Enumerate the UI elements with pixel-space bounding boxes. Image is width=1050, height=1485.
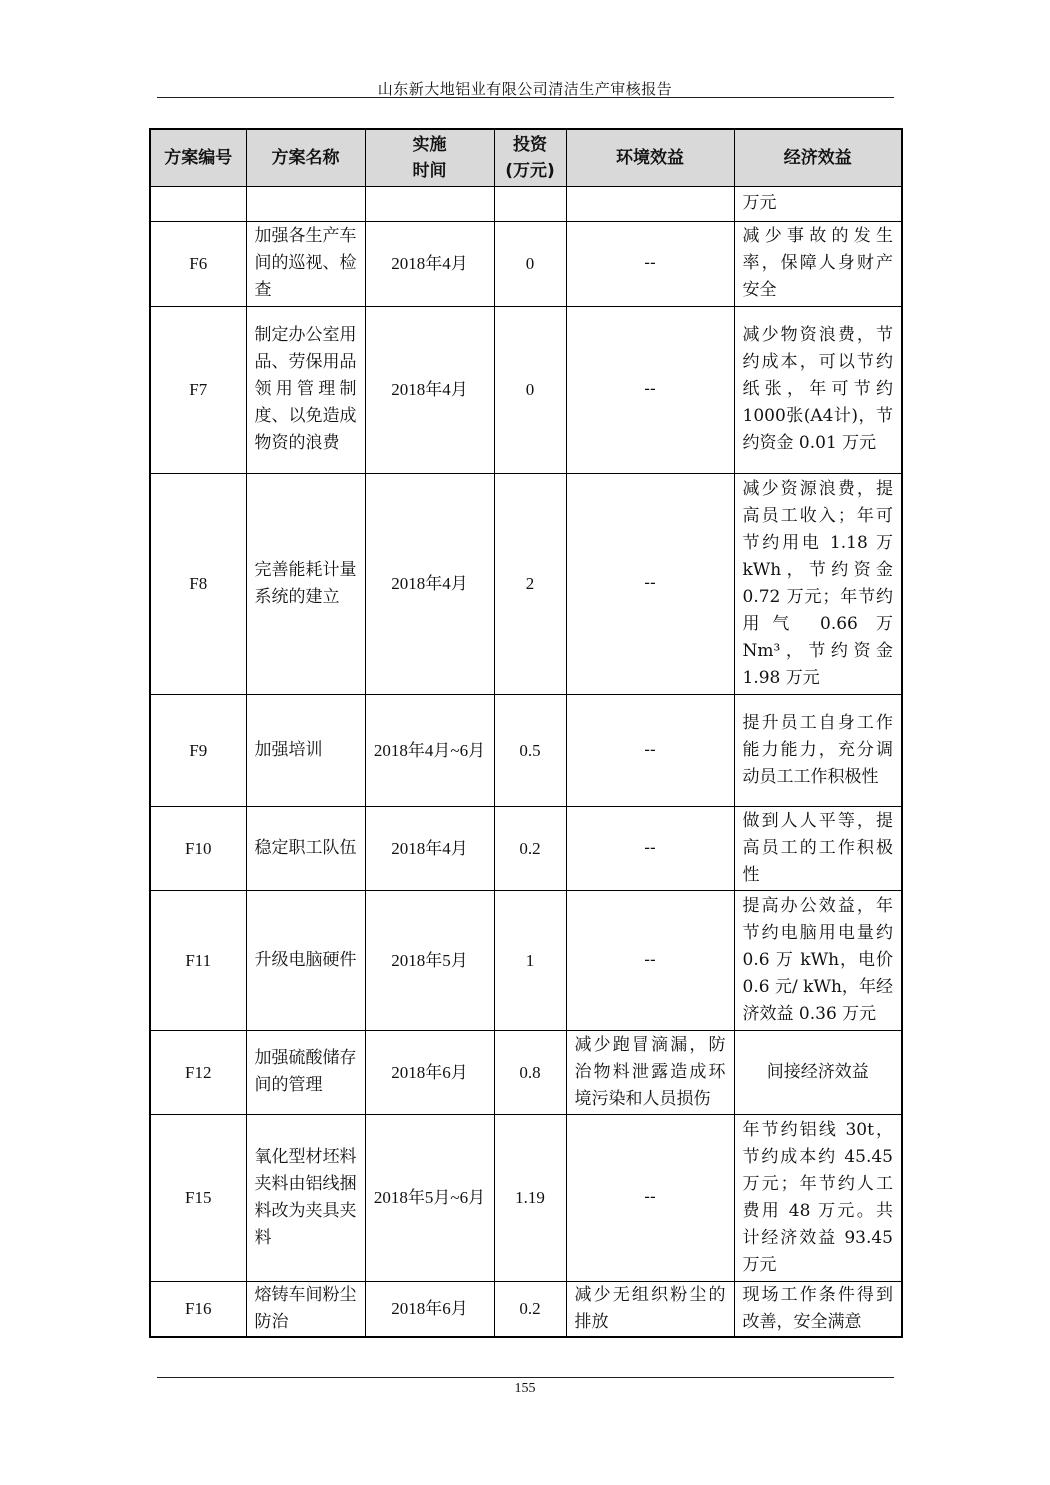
cell-time: 2018年5月 [365,890,494,1030]
table-row [150,473,902,694]
cell-env-benefit: -- [566,473,734,694]
cell-plan-id: F9 [150,694,246,806]
cell-time: 2018年6月 [365,1030,494,1114]
cell-investment: 0.2 [494,1281,566,1337]
cell-econ-benefit: 减少物资浪费，节约成本，可以节约纸张，年可节约1000张(A4计)，节约资金 0.01 万元 [734,306,902,473]
cell-investment: 1.19 [494,1114,566,1281]
cell-time: 2018年4月~6月 [365,694,494,806]
cell-env-benefit: 减少无组织粉尘的排放 [566,1281,734,1337]
cell-plan-name: 制定办公室用品、劳保用品领用管理制度、以免造成物资的浪费 [246,306,365,473]
cell-econ-benefit: 万元 [734,186,902,221]
cell-time: 2018年6月 [365,1281,494,1337]
cell-plan-id: F6 [150,221,246,306]
cell-plan-name: 氧化型材坯料夹料由铝线捆料改为夹具夹料 [246,1114,365,1281]
cell-plan-id: F8 [150,473,246,694]
cell-plan-name: 加强培训 [246,694,365,806]
plan-table [149,128,903,1338]
table-row [150,890,902,1030]
cell-plan-id: F7 [150,306,246,473]
cell-investment: 1 [494,890,566,1030]
cell-env-benefit: -- [566,806,734,890]
cell-investment: 0 [494,221,566,306]
table-header-row [150,129,902,186]
page-header-title: 山东新大地铝业有限公司清洁生产审核报告 [377,80,673,98]
cell-time [365,186,494,221]
cell-time: 2018年4月 [365,473,494,694]
cell-plan-id [150,186,246,221]
cell-time: 2018年4月 [365,806,494,890]
cell-econ-benefit: 年节约铝线 30t，节约成本约 45.45 万元；年节约人工费用 48 万元。共计经济效益 93.45 万元 [734,1114,902,1281]
table-row [150,186,902,221]
cell-investment: 0.2 [494,806,566,890]
table-row [150,306,902,473]
cell-econ-benefit: 做到人人平等，提高员工的工作积极性 [734,806,902,890]
header-env-benefit: 环境效益 [566,129,734,186]
page-number: 155 [514,1381,536,1396]
cell-plan-name: 稳定职工队伍 [246,806,365,890]
cell-investment: 2 [494,473,566,694]
cell-investment: 0.8 [494,1030,566,1114]
cell-econ-benefit: 提高办公效益，年节约电脑用电量约 0.6 万 kWh，电价 0.6 元/ kWh，年经济效益 0.36 万元 [734,890,902,1030]
cell-env-benefit: -- [566,890,734,1030]
header-econ-benefit: 经济效益 [734,129,902,186]
cell-plan-id: F10 [150,806,246,890]
header-plan-name: 方案名称 [246,129,365,186]
cell-econ-benefit: 减少事故的发生率，保障人身财产安全 [734,221,902,306]
cell-plan-name: 熔铸车间粉尘防治 [246,1281,365,1337]
header-investment [494,129,566,186]
cell-env-benefit: -- [566,694,734,806]
cell-plan-name: 加强各生产车间的巡视、检查 [246,221,365,306]
cell-env-benefit: -- [566,1114,734,1281]
table-row [150,1281,902,1337]
header-plan-id: 方案编号 [150,129,246,186]
cell-time: 2018年4月 [365,221,494,306]
cell-env-benefit: -- [566,221,734,306]
cell-econ-benefit: 减少资源浪费，提高员工收入；年可节约用电 1.18 万 kWh，节约资金 0.72 万元；年节约用气 0.66 万 Nm³，节约资金 1.98 万元 [734,473,902,694]
header-divider [157,97,894,98]
cell-env-benefit: -- [566,306,734,473]
cell-plan-id: F12 [150,1030,246,1114]
cell-plan-name: 完善能耗计量系统的建立 [246,473,365,694]
cell-plan-id: F15 [150,1114,246,1281]
cell-time: 2018年5月~6月 [365,1114,494,1281]
table-row [150,1114,902,1281]
cell-env-benefit [566,186,734,221]
table-row [150,1030,902,1114]
header-time-label: 实施 时间 [412,134,447,181]
table-row [150,694,902,806]
cell-investment [494,186,566,221]
cell-time: 2018年4月 [365,306,494,473]
cell-plan-name: 升级电脑硬件 [246,890,365,1030]
cell-investment: 0.5 [494,694,566,806]
header-time [365,129,494,186]
table-row [150,806,902,890]
header-investment-label: 投资 (万元) [505,134,555,181]
footer-divider [157,1377,894,1378]
cell-plan-name [246,186,365,221]
cell-plan-id: F11 [150,890,246,1030]
cell-econ-benefit: 提升员工自身工作能力能力，充分调动员工工作积极性 [734,694,902,806]
cell-econ-benefit: 现场工作条件得到改善，安全满意 [734,1281,902,1337]
table-row [150,221,902,306]
cell-econ-benefit: 间接经济效益 [734,1030,902,1114]
cell-investment: 0 [494,306,566,473]
cell-env-benefit: 减少跑冒滴漏，防治物料泄露造成环境污染和人员损伤 [566,1030,734,1114]
cell-plan-id: F16 [150,1281,246,1337]
cell-plan-name: 加强硫酸储存间的管理 [246,1030,365,1114]
